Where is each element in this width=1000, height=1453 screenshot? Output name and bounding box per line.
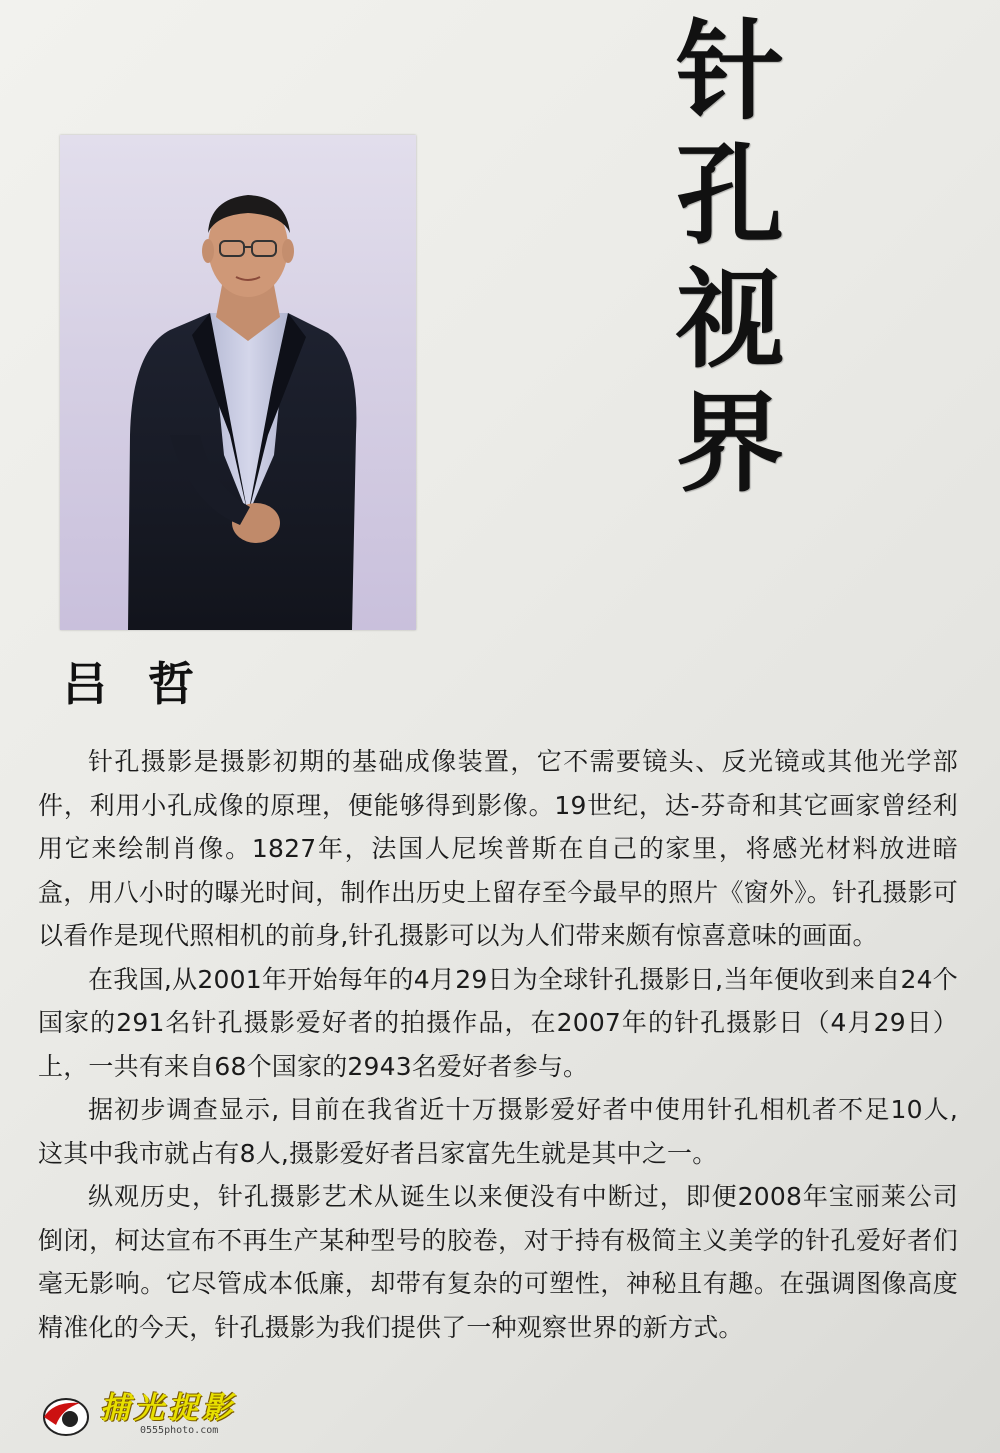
paragraph: 据初步调查显示, 目前在我省近十万摄影爱好者中使用针孔相机者不足10人, 这其中我市就占有8人,摄影爱好者吕家富先生就是其中之一。 [38,1095,958,1168]
paragraph: 纵观历史，针孔摄影艺术从诞生以来便没有中断过，即便2008年宝丽莱公司倒闭，柯达宣布不再生产某种型号的胶卷，对于持有极简主义美学的针孔爱好者们毫无影响。它尽管成本低廉，却带有复杂的可塑性，神秘且有趣。在强调图像高度精准化的今天，针孔摄影为我们提供了一种观察世界的新方式。 [38,1182,958,1342]
watermark-logo-icon [40,1391,96,1439]
paragraph: 针孔摄影是摄影初期的基础成像装置，它不需要镜头、反光镜或其他光学部件，利用小孔成像的原理，便能够得到影像。19世纪，达-芬奇和其它画家曾经利用它来绘制肖像。1827年，法国人尼埃普斯在自己的家里，将感光材料放进暗盒，用八小时的曝光时间，制作出历史上留存至今最早的照片《窗外》。针孔摄影可以看作是现代照相机的前身,针孔摄影可以为人们带来颇有惊喜意味的画面。 [38,747,958,950]
author-portrait-photo [60,135,416,630]
title-char: 孔 [675,133,784,259]
site-watermark [40,1390,236,1440]
watermark-text: 捕光捉影 [100,1391,236,1426]
main-title [655,10,805,506]
title-char: 针 [675,9,784,135]
title-char: 视 [675,257,784,383]
watermark-url: 0555photo.com [140,1425,219,1436]
portrait-illustration [60,135,416,630]
article-body [38,740,958,1349]
paragraph: 在我国,从2001年开始每年的4月29日为全球针孔摄影日,当年便收到来自24个国家的291名针孔摄影爱好者的拍摄作品，在2007年的针孔摄影日（4月29日）上，一共有来自68个国家的2943名爱好者参与。 [38,964,958,1081]
author-name: 吕哲 [62,657,234,711]
title-char: 界 [675,381,784,507]
